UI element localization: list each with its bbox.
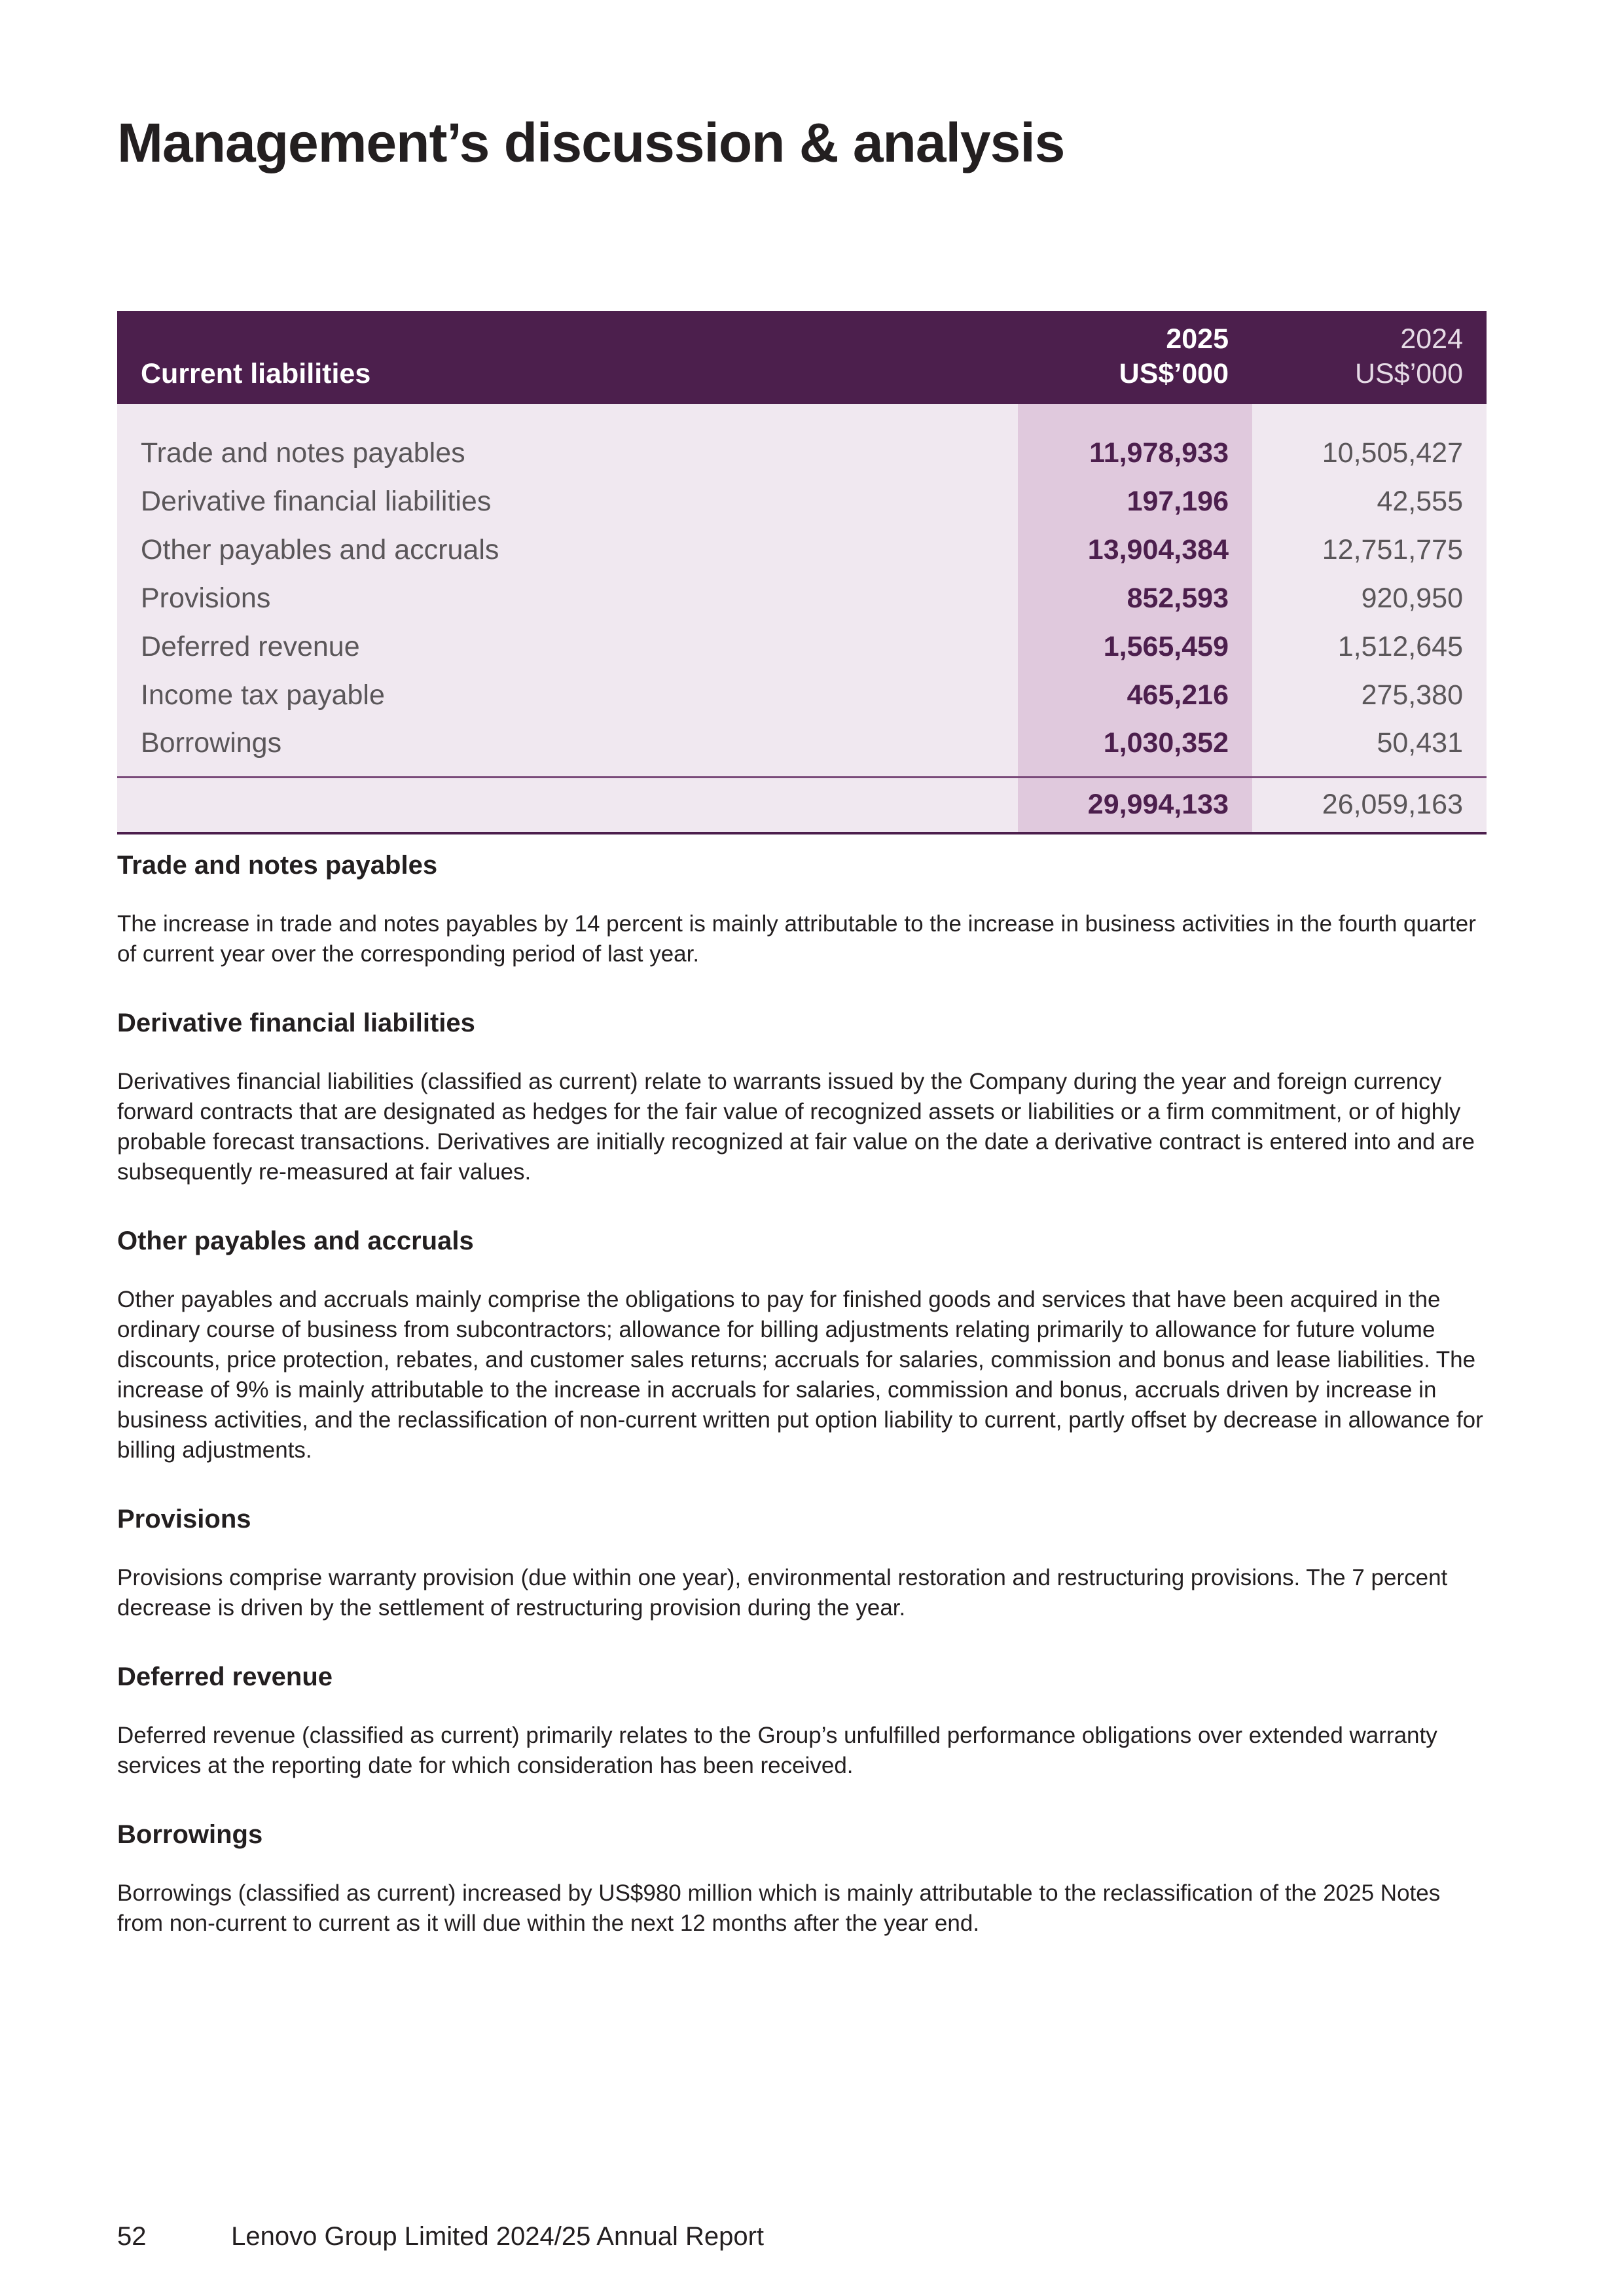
note-heading: Trade and notes payables bbox=[117, 851, 438, 880]
page-number: 52 bbox=[117, 2222, 147, 2251]
page-footer bbox=[117, 2222, 764, 2251]
row-label: Provisions bbox=[117, 574, 1018, 622]
row-value-2025: 13,904,384 bbox=[1018, 526, 1252, 574]
total-row bbox=[117, 777, 1487, 833]
row-label: Income tax payable bbox=[117, 671, 1018, 719]
note-heading: Provisions bbox=[117, 1505, 251, 1534]
table-row bbox=[117, 622, 1487, 671]
table-header-row bbox=[117, 311, 1487, 404]
header-label-text: Current liabilities bbox=[141, 358, 371, 390]
row-value-2025: 465,216 bbox=[1018, 671, 1252, 719]
header-unit-2024: US$’000 bbox=[1355, 358, 1463, 390]
note-heading: Other payables and accruals bbox=[117, 1227, 474, 1255]
note-text: Deferred revenue (classified as current) primarily relates to the Group’s unfulfilled performance obligations over extended warranty services at the reporting date for which consideration has been received. bbox=[117, 1723, 1437, 1778]
header-year-2024: 2024 bbox=[1400, 323, 1463, 355]
table-row bbox=[117, 719, 1487, 777]
note-heading: Deferred revenue bbox=[117, 1662, 333, 1691]
note-text: The increase in trade and notes payables by 14 percent is mainly attributable to the increase in business activities in the fourth quarter of current year over the corresponding period of last year. bbox=[117, 911, 1476, 967]
row-label: Derivative financial liabilities bbox=[117, 477, 1018, 526]
note-trade-and-notes-payables bbox=[117, 851, 1487, 969]
note-heading: Derivative financial liabilities bbox=[117, 1009, 475, 1037]
row-value-2025: 852,593 bbox=[1018, 574, 1252, 622]
note-text: Borrowings (classified as current) increased by US$980 million which is mainly attributable to the reclassification of the 2025 Notes from non-current to current as it will due within the next 12 months after the year end. bbox=[117, 1880, 1441, 1936]
row-value-2025: 1,565,459 bbox=[1018, 622, 1252, 671]
row-value-2025: 1,030,352 bbox=[1018, 719, 1252, 777]
note-text: Provisions comprise warranty provision (due within one year), environmental restoration and restructuring provisions. The 7 percent decrease is driven by the settlement of restructuring provision during the year. bbox=[117, 1565, 1448, 1621]
row-value-2025: 11,978,933 bbox=[1018, 429, 1252, 477]
row-value-2024: 42,555 bbox=[1252, 477, 1487, 526]
spacer-cell bbox=[1018, 404, 1252, 429]
note-other-payables-and-accruals bbox=[117, 1227, 1487, 1465]
header-current-year bbox=[1018, 311, 1252, 404]
publication-title: Lenovo Group Limited 2024/25 Annual Report bbox=[231, 2222, 765, 2251]
row-value-2024: 1,512,645 bbox=[1252, 622, 1487, 671]
table-row bbox=[117, 526, 1487, 574]
table-row bbox=[117, 477, 1487, 526]
note-text: Other payables and accruals mainly comprise the obligations to pay for finished goods and services that have been acquired in the ordinary course of business from subcontractors; allowance for billing adjustments relating primarily to allowance for future volume discounts, price protection, rebates, and customer sales returns; accruals for salaries, commission and bonus and lease liabilities. The increase of 9% is mainly attributable to the increase in accruals for salaries, commission and bonus, accruals driven by increase in business activities, and the reclassification of non-current written put option liability to current, partly offset by decrease in allowance for billing adjustments. bbox=[117, 1287, 1483, 1463]
note-borrowings bbox=[117, 1820, 1487, 1939]
row-label: Trade and notes payables bbox=[117, 429, 1018, 477]
table-row bbox=[117, 574, 1487, 622]
row-value-2024: 50,431 bbox=[1252, 719, 1487, 777]
row-value-2024: 12,751,775 bbox=[1252, 526, 1487, 574]
row-label: Borrowings bbox=[117, 719, 1018, 777]
header-year-2025: 2025 bbox=[1166, 323, 1229, 355]
row-value-2024: 920,950 bbox=[1252, 574, 1487, 622]
header-prior-year bbox=[1252, 311, 1487, 404]
total-label-cell bbox=[117, 777, 1018, 833]
table-spacer-row bbox=[117, 404, 1487, 429]
page-title: Management’s discussion & analysis bbox=[117, 112, 1065, 173]
spacer-cell bbox=[117, 404, 1018, 429]
notes-section bbox=[117, 851, 1487, 1978]
header-label bbox=[117, 311, 1018, 404]
table-row bbox=[117, 671, 1487, 719]
note-text: Derivatives financial liabilities (classified as current) relate to warrants issued by the Company during the year and foreign currency forward contracts that are designated as hedges for the fair value of recognized assets or liabilities or a firm commitment, or of highly probable forecast transactions. Derivatives are initially recognized at fair value on the date a derivative contract is entered into and are subsequently re-measured at fair values. bbox=[117, 1069, 1475, 1185]
row-value-2024: 10,505,427 bbox=[1252, 429, 1487, 477]
note-derivative-financial-liabilities bbox=[117, 1009, 1487, 1187]
row-value-2025: 197,196 bbox=[1018, 477, 1252, 526]
row-label: Deferred revenue bbox=[117, 622, 1018, 671]
total-value-2024: 26,059,163 bbox=[1252, 777, 1487, 833]
row-label: Other payables and accruals bbox=[117, 526, 1018, 574]
table-row bbox=[117, 429, 1487, 477]
spacer-cell bbox=[1252, 404, 1487, 429]
row-value-2024: 275,380 bbox=[1252, 671, 1487, 719]
note-heading: Borrowings bbox=[117, 1820, 263, 1849]
total-value-2025: 29,994,133 bbox=[1018, 777, 1252, 833]
note-deferred-revenue bbox=[117, 1662, 1487, 1781]
current-liabilities-table bbox=[117, 311, 1487, 834]
header-unit-2025: US$’000 bbox=[1119, 358, 1229, 390]
note-provisions bbox=[117, 1505, 1487, 1623]
